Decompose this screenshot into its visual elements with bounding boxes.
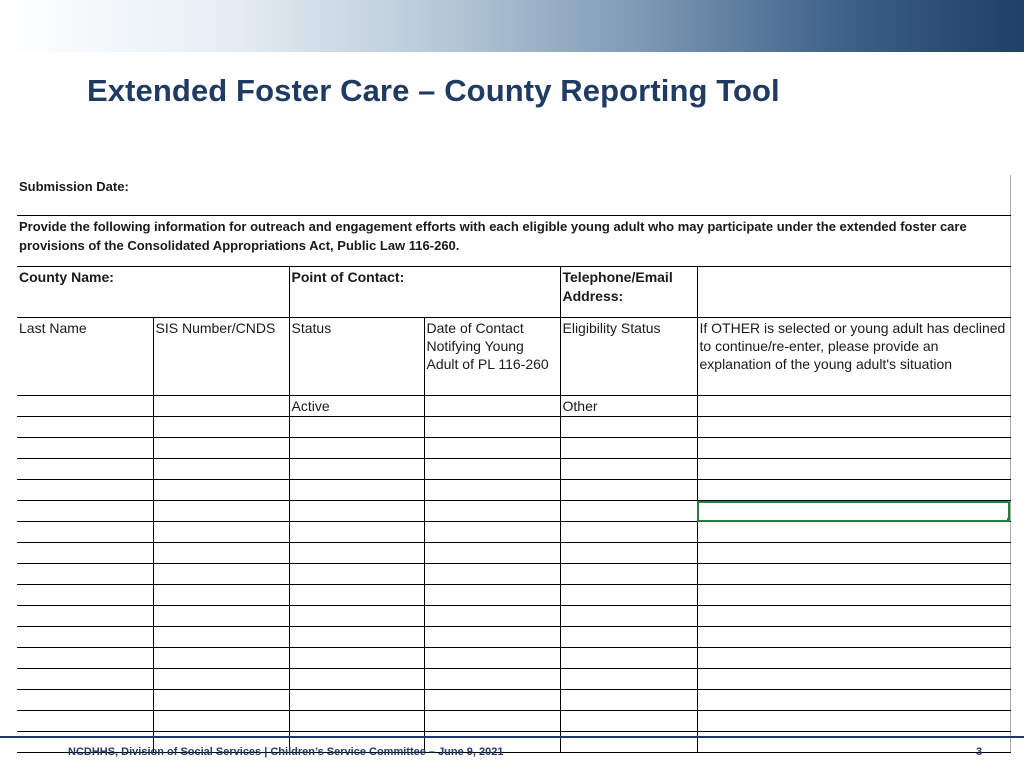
table-cell[interactable] — [560, 501, 697, 522]
table-cell[interactable] — [289, 711, 424, 732]
table-cell[interactable] — [289, 564, 424, 585]
table-row — [17, 396, 1010, 417]
table-cell[interactable] — [560, 585, 697, 606]
table-cell[interactable] — [560, 417, 697, 438]
table-cell[interactable] — [17, 627, 153, 648]
instructions-cell — [17, 216, 1010, 267]
table-cell[interactable] — [289, 669, 424, 690]
county-name-label: County Name: — [19, 269, 114, 285]
table-cell[interactable] — [153, 627, 289, 648]
table-cell[interactable] — [697, 606, 1010, 627]
table-cell[interactable] — [289, 480, 424, 501]
table-cell[interactable] — [17, 543, 153, 564]
table-cell[interactable] — [697, 690, 1010, 711]
table-cell[interactable] — [153, 669, 289, 690]
table-cell[interactable] — [560, 732, 697, 753]
column-header-date-of-contact: Date of Contact Notifying Young Adult of PL 116-260 — [424, 318, 560, 396]
table-cell[interactable] — [697, 543, 1010, 564]
table-row — [17, 501, 1010, 522]
header-gradient-band — [0, 0, 1024, 52]
table-cell[interactable] — [153, 543, 289, 564]
column-header-status: Status — [289, 318, 424, 396]
table-row — [17, 438, 1010, 459]
table-cell[interactable] — [560, 669, 697, 690]
table-cell[interactable] — [697, 396, 1010, 417]
table-cell[interactable] — [424, 459, 560, 480]
county-name-cell[interactable] — [17, 267, 289, 318]
table-cell[interactable] — [153, 480, 289, 501]
table-cell[interactable] — [17, 606, 153, 627]
table-cell[interactable] — [17, 564, 153, 585]
table-cell[interactable] — [560, 690, 697, 711]
table-cell[interactable] — [560, 606, 697, 627]
table-cell[interactable] — [289, 522, 424, 543]
table-cell[interactable] — [424, 669, 560, 690]
table-cell[interactable] — [153, 711, 289, 732]
column-header-sis-number: SIS Number/CNDS — [153, 318, 289, 396]
table-cell[interactable] — [424, 480, 560, 501]
table-cell[interactable] — [153, 606, 289, 627]
table-cell[interactable] — [153, 522, 289, 543]
table-cell[interactable] — [289, 438, 424, 459]
column-header-last-name: Last Name — [17, 318, 153, 396]
telephone-email-value-cell[interactable] — [697, 267, 1010, 318]
table-row — [17, 648, 1010, 669]
table-cell[interactable] — [289, 648, 424, 669]
table-cell[interactable] — [697, 438, 1010, 459]
table-cell[interactable] — [697, 417, 1010, 438]
table-cell[interactable] — [17, 480, 153, 501]
table-row — [17, 585, 1010, 606]
submission-date-label: Submission Date: — [19, 179, 129, 194]
table-cell[interactable] — [17, 522, 153, 543]
table-cell[interactable] — [560, 564, 697, 585]
table-cell[interactable] — [560, 522, 697, 543]
table-cell[interactable] — [424, 543, 560, 564]
table-cell[interactable] — [153, 417, 289, 438]
table-cell[interactable] — [424, 438, 560, 459]
table-cell[interactable] — [153, 459, 289, 480]
reporting-table — [17, 175, 1011, 753]
table-cell[interactable] — [560, 480, 697, 501]
fill-handle[interactable] — [1007, 518, 1011, 522]
table-row — [17, 711, 1010, 732]
table-cell[interactable] — [289, 690, 424, 711]
table-cell[interactable] — [17, 690, 153, 711]
submission-date-cell[interactable] — [17, 175, 1010, 216]
table-cell[interactable] — [560, 711, 697, 732]
table-cell[interactable] — [289, 459, 424, 480]
table-cell[interactable] — [153, 396, 289, 417]
table-cell[interactable] — [697, 711, 1010, 732]
table-cell[interactable] — [17, 585, 153, 606]
table-cell[interactable] — [697, 480, 1010, 501]
table-cell[interactable] — [560, 648, 697, 669]
table-cell[interactable] — [424, 417, 560, 438]
selected-cell[interactable] — [697, 501, 1010, 522]
table-cell[interactable] — [153, 648, 289, 669]
table-cell[interactable] — [289, 627, 424, 648]
page-title: Extended Foster Care – County Reporting Tool — [87, 73, 780, 108]
table-row — [17, 564, 1010, 585]
table-cell[interactable] — [17, 438, 153, 459]
table-cell[interactable] — [153, 438, 289, 459]
table-cell[interactable] — [153, 690, 289, 711]
table-cell[interactable] — [17, 396, 153, 417]
column-header-eligibility-status: Eligibility Status — [560, 318, 697, 396]
table-row — [17, 522, 1010, 543]
table-cell[interactable] — [424, 690, 560, 711]
table-row — [17, 543, 1010, 564]
table-cell[interactable] — [560, 438, 697, 459]
table-cell[interactable] — [424, 564, 560, 585]
table-cell[interactable] — [697, 648, 1010, 669]
table-row — [17, 606, 1010, 627]
table-cell[interactable] — [17, 669, 153, 690]
table-cell[interactable] — [424, 501, 560, 522]
table-cell[interactable] — [560, 543, 697, 564]
table-cell[interactable] — [697, 669, 1010, 690]
table-cell[interactable] — [697, 585, 1010, 606]
table-cell[interactable] — [289, 585, 424, 606]
footer-divider — [0, 736, 1024, 738]
table-cell[interactable] — [697, 459, 1010, 480]
point-of-contact-cell[interactable] — [289, 267, 560, 318]
table-cell[interactable] — [17, 648, 153, 669]
table-cell[interactable] — [153, 564, 289, 585]
eligibility-cell[interactable]: Other — [560, 396, 697, 417]
table-cell[interactable] — [153, 501, 289, 522]
table-cell[interactable] — [17, 501, 153, 522]
table-cell[interactable] — [289, 543, 424, 564]
table-row — [17, 459, 1010, 480]
table-cell[interactable] — [560, 459, 697, 480]
page-number: 3 — [976, 746, 983, 758]
table-row — [17, 669, 1010, 690]
telephone-email-label: Telephone/Email Address: — [562, 269, 673, 304]
table-cell[interactable] — [697, 732, 1010, 753]
table-row — [17, 480, 1010, 501]
table-row — [17, 690, 1010, 711]
table-cell[interactable] — [289, 417, 424, 438]
table-cell[interactable] — [153, 585, 289, 606]
table-cell[interactable] — [424, 522, 560, 543]
table-row — [17, 627, 1010, 648]
table-cell[interactable] — [424, 585, 560, 606]
instructions-text: Provide the following information for outreach and engagement efforts with each eligible young adult who may participate under the extended foster care provisions of the Consolidated Appropriations Act, Public Law 116-260. — [19, 219, 967, 253]
table-cell[interactable] — [560, 627, 697, 648]
table-row — [17, 417, 1010, 438]
footer-text: NCDHHS, Division of Social Services | Children’s Service Committee – June 9, 2021 — [68, 746, 504, 758]
table-cell[interactable] — [424, 396, 560, 417]
column-header-explanation: If OTHER is selected or young adult has declined to continue/re-enter, please provide an explanation of the young adult's situation — [697, 318, 1010, 396]
table-cell[interactable] — [697, 627, 1010, 648]
table-cell[interactable] — [424, 606, 560, 627]
table-cell[interactable] — [424, 627, 560, 648]
telephone-email-cell[interactable] — [560, 267, 697, 318]
table-cell[interactable] — [289, 501, 424, 522]
table-cell[interactable] — [289, 606, 424, 627]
status-cell[interactable]: Active — [289, 396, 424, 417]
table-cell[interactable] — [424, 711, 560, 732]
table-cell[interactable] — [697, 564, 1010, 585]
table-cell[interactable] — [17, 417, 153, 438]
table-cell[interactable] — [424, 648, 560, 669]
table-cell[interactable] — [17, 711, 153, 732]
table-cell[interactable] — [17, 459, 153, 480]
table-cell[interactable] — [697, 522, 1010, 543]
reporting-spreadsheet — [17, 175, 1010, 716]
point-of-contact-label: Point of Contact: — [291, 269, 405, 285]
